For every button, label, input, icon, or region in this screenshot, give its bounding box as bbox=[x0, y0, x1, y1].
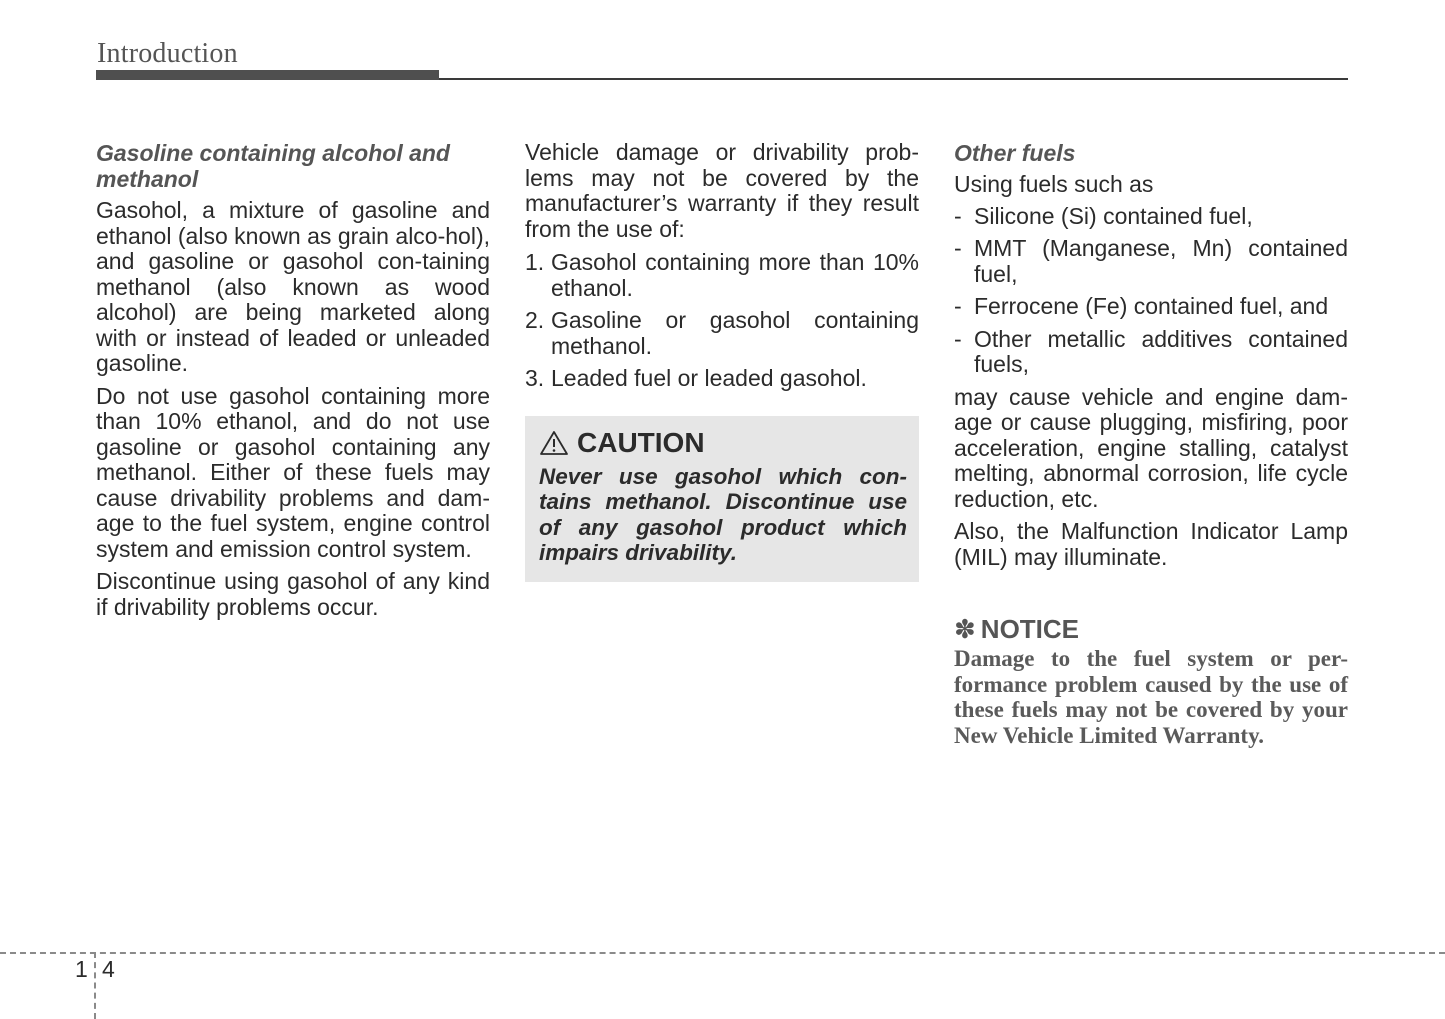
list-marker: - bbox=[954, 202, 962, 229]
page-header-title: Introduction bbox=[97, 38, 238, 69]
section-heading-gasoline-alcohol: Gasoline containing alcohol and methanol bbox=[96, 140, 450, 192]
list-item bbox=[954, 327, 1348, 378]
list-item bbox=[525, 250, 919, 301]
caution-heading bbox=[539, 426, 907, 460]
section-heading-other-fuels: Other fuels bbox=[954, 140, 1076, 166]
list-marker: 1. bbox=[525, 249, 545, 275]
notice-text: Damage to the fuel system or per-formance problem caused by the use of these fuels may not be covered by your New Vehicle Limited Warranty. bbox=[954, 646, 1348, 748]
notice-heading bbox=[954, 614, 1348, 644]
footer-dashed-divider bbox=[94, 952, 96, 1019]
list-item bbox=[954, 294, 1348, 320]
page-number: 4 bbox=[102, 956, 115, 982]
notice-star-icon: ✽ bbox=[954, 614, 976, 644]
paragraph: Vehicle damage or drivability prob-lems may not be covered by the manufacturer’s warranty if they result from the use of: bbox=[525, 139, 919, 242]
notice-label: NOTICE bbox=[980, 614, 1080, 644]
list-marker: - bbox=[954, 293, 962, 319]
numbered-list bbox=[525, 250, 919, 392]
list-marker: 3. bbox=[525, 365, 545, 391]
column-middle bbox=[525, 140, 919, 582]
list-item-text: Ferrocene (Fe) contained fuel, and bbox=[974, 293, 1329, 319]
list-marker: - bbox=[954, 235, 962, 261]
paragraph: Also, the Malfunction Indicator Lamp (MIL) may illuminate. bbox=[954, 518, 1348, 570]
column-left bbox=[96, 140, 490, 627]
chapter-number: 1 bbox=[75, 956, 88, 982]
footer-dashed-rule bbox=[0, 952, 1445, 954]
list-item-text: MMT (Manganese, Mn) contained fuel, bbox=[974, 235, 1348, 287]
list-item bbox=[525, 308, 919, 359]
paragraph: Using fuels such as bbox=[954, 171, 1154, 197]
paragraph: Gasohol, a mixture of gasoline and ethanol (also known as grain alco-hol), and gasoline or gasohol con-taining methanol (also known as wood alcohol) are being marketed along with or instead of leaded or unleaded gasoline. bbox=[96, 197, 490, 376]
list-item bbox=[954, 236, 1348, 287]
list-item bbox=[525, 366, 919, 392]
list-item-text: Gasoline or gasohol containing methanol. bbox=[551, 307, 919, 359]
list-item-text: Leaded fuel or leaded gasohol. bbox=[551, 365, 867, 391]
list-item-text: Gasohol containing more than 10% ethanol. bbox=[551, 249, 919, 301]
header-accent-bar bbox=[96, 70, 439, 80]
column-right bbox=[954, 140, 1348, 748]
list-item-text: Silicone (Si) contained fuel, bbox=[974, 202, 1253, 229]
list-item bbox=[954, 204, 1348, 230]
notice-block bbox=[954, 614, 1348, 748]
caution-label: CAUTION bbox=[577, 426, 705, 458]
warning-triangle-icon bbox=[539, 430, 569, 456]
bullet-list bbox=[954, 204, 1348, 378]
list-item-text: Other metallic additives contained fuels, bbox=[974, 325, 1348, 377]
header-rule bbox=[439, 78, 1348, 80]
paragraph: may cause vehicle and engine dam-age or cause plugging, misfiring, poor acceleration, engine stalling, catalyst melting, abnormal corrosion, life cycle reduction, etc. bbox=[954, 383, 1348, 512]
paragraph: Do not use gasohol containing more than 10% ethanol, and do not use gasoline or gasohol containing any methanol. Either of these fuels may cause drivability problems and dam-age to the fuel system, engine control system and emission control system. bbox=[96, 382, 490, 562]
paragraph: Discontinue using gasohol of any kind if drivability problems occur. bbox=[96, 568, 490, 620]
caution-text: Never use gasohol which con-tains methanol. Discontinue use of any gasohol product which impairs drivability. bbox=[539, 463, 907, 565]
list-marker: - bbox=[954, 325, 962, 352]
caution-box bbox=[525, 416, 919, 582]
list-marker: 2. bbox=[525, 307, 545, 333]
